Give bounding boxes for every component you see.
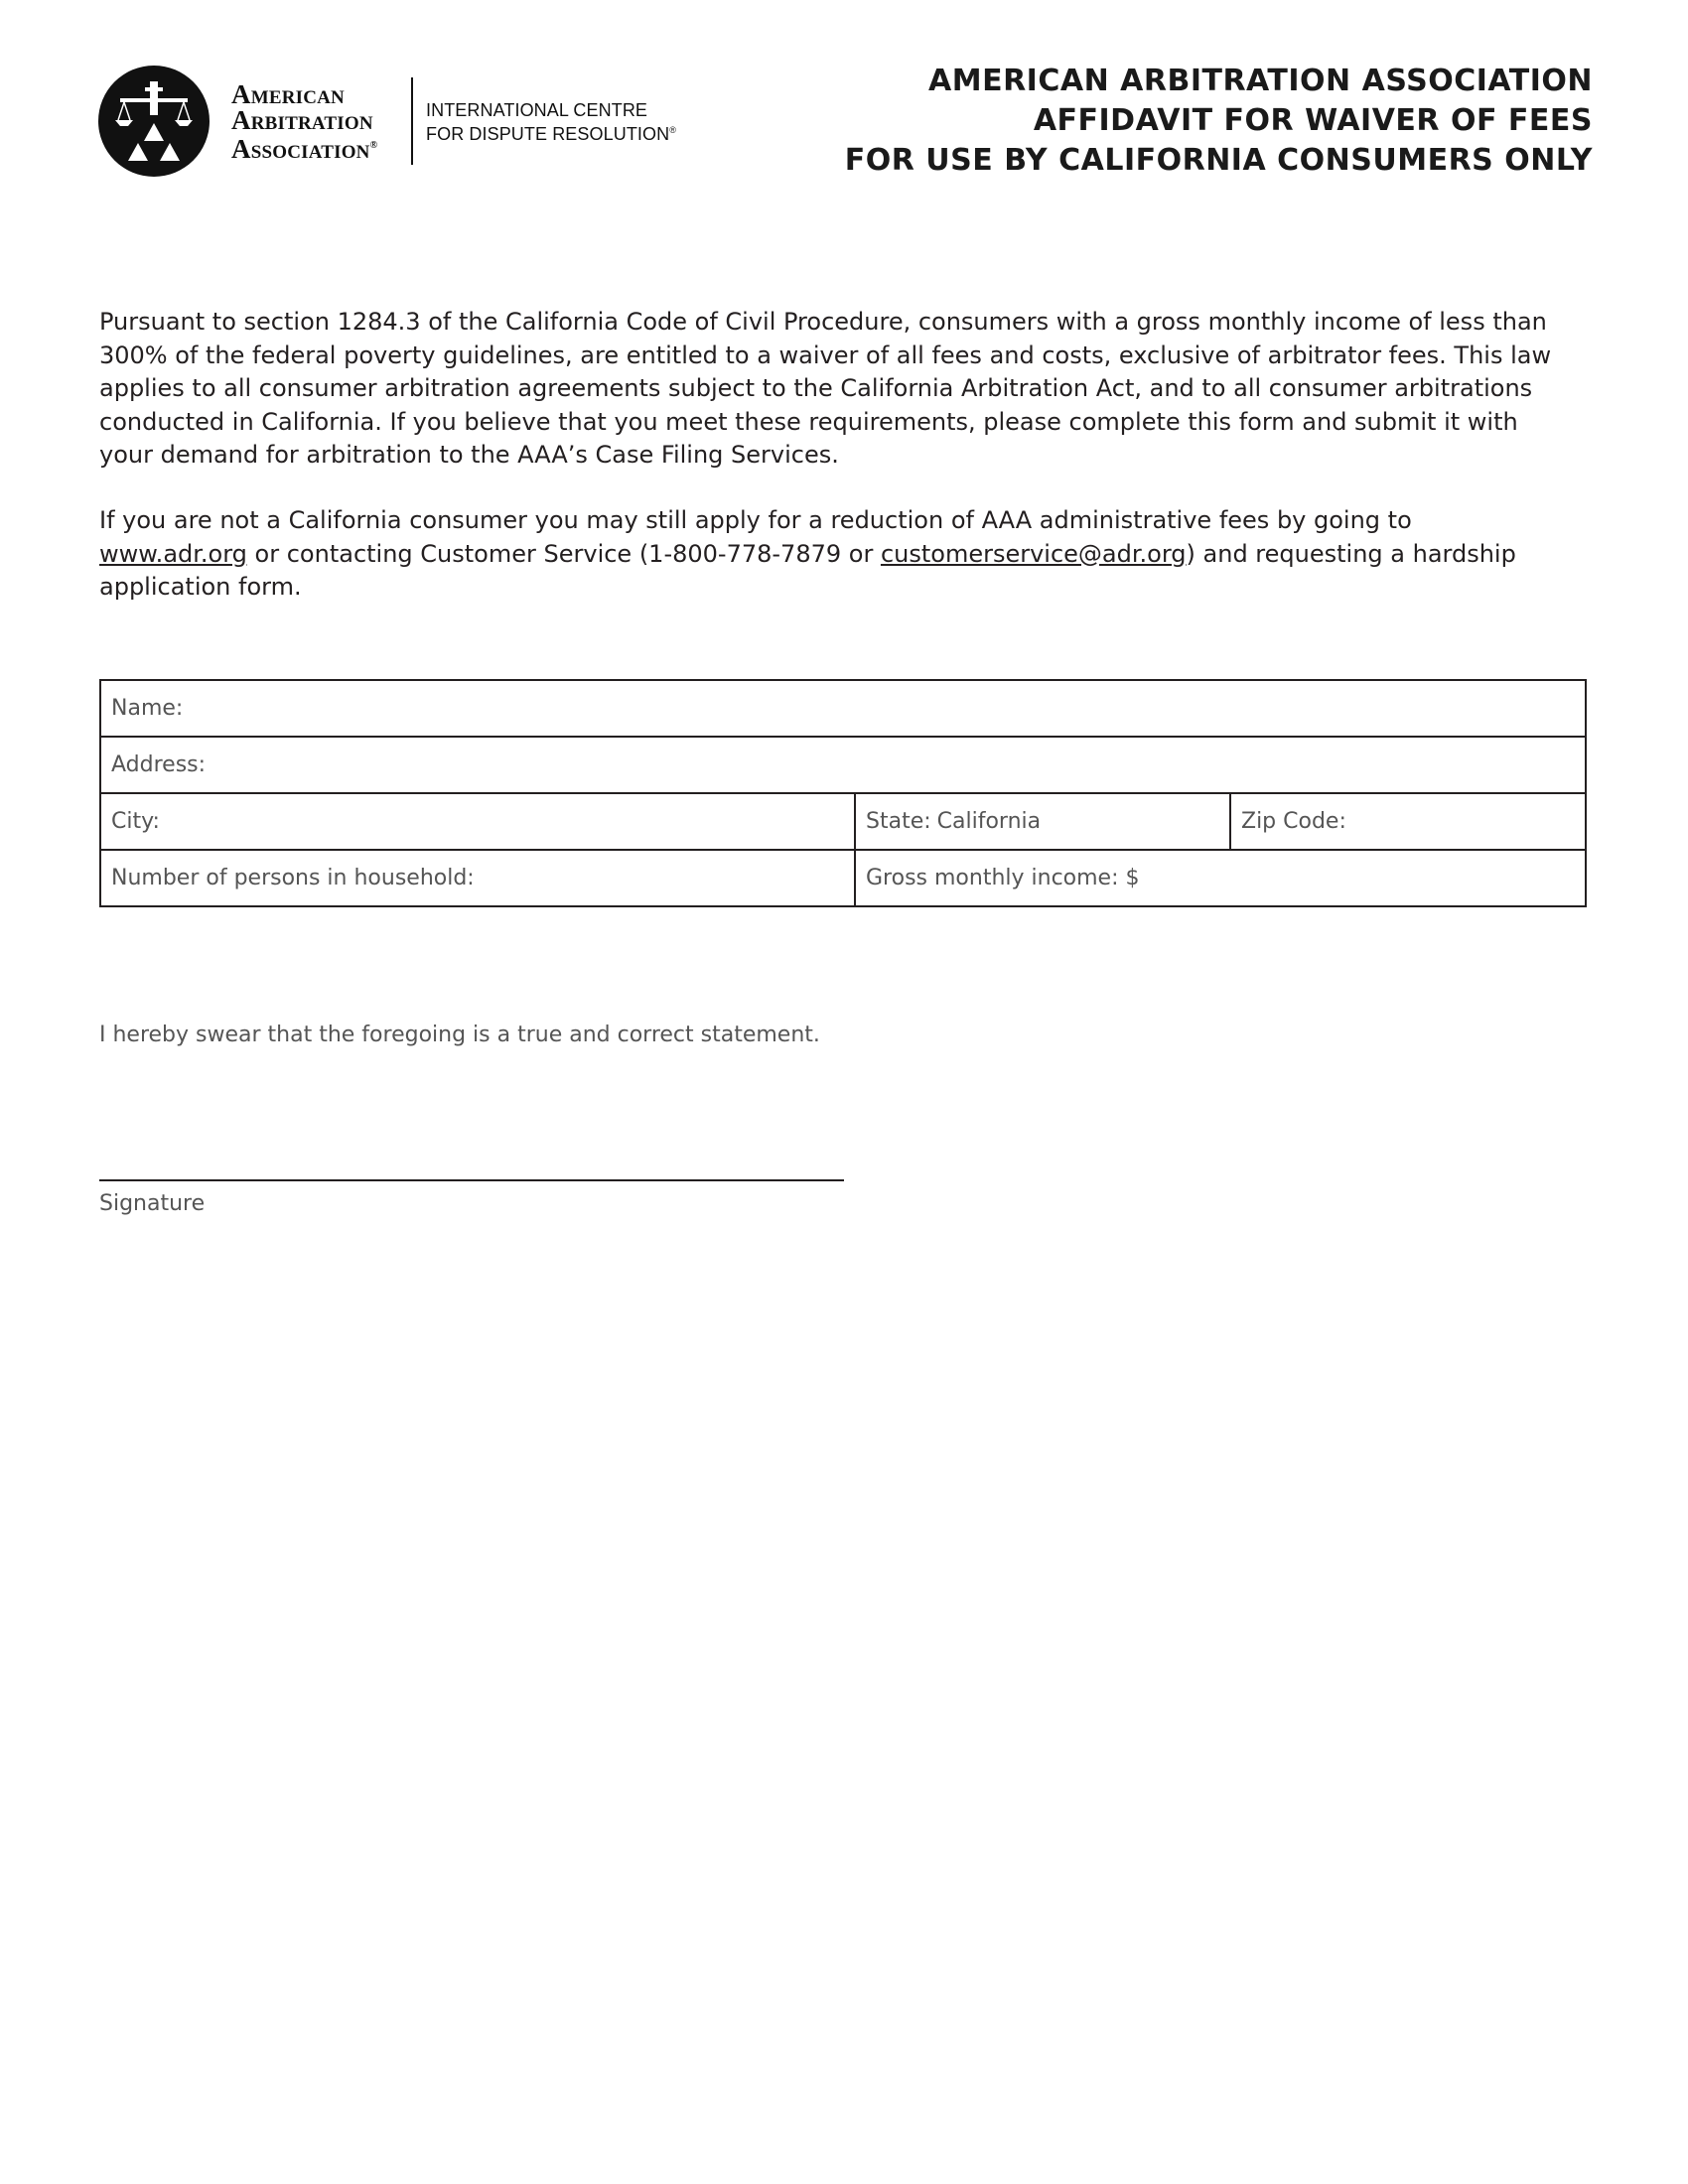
aaa-seal-logo-icon (98, 66, 210, 177)
title-line-3: FOR USE BY CALIFORNIA CONSUMERS ONLY (844, 143, 1593, 178)
hardship-paragraph (99, 504, 1589, 605)
icdr-registered-mark: ® (669, 125, 676, 135)
form-row-location (100, 793, 1586, 850)
sworn-declaration: I hereby swear that the foregoing is a true and correct statement. (99, 1023, 820, 1047)
city-field[interactable] (100, 793, 855, 850)
adr-website-link[interactable]: www.adr.org (99, 539, 247, 568)
hardship-line-2-end: ) and requesting a hardship (1186, 539, 1516, 568)
household-size-label: Number of persons in household: (111, 866, 475, 890)
title-line-1: AMERICAN ARBITRATION ASSOCIATION (928, 64, 1593, 98)
org-name-line-3 (231, 133, 377, 162)
city-label: City: (111, 809, 160, 834)
title-line-2: AFFIDAVIT FOR WAIVER OF FEES (1033, 103, 1593, 138)
logo-divider (411, 77, 413, 165)
org-name-registered-mark: ® (369, 140, 378, 151)
name-label: Name: (111, 696, 184, 721)
icdr-wordmark (426, 100, 676, 144)
gross-monthly-income-field[interactable] (855, 850, 1586, 906)
hardship-line-3: application form. (99, 573, 302, 601)
hardship-line-2-mid: or contacting Customer Service (1-800-778-7879 or (246, 539, 881, 568)
hardship-line-1: If you are not a California consumer you may still apply for a reduction of AAA administrative fees by going to (99, 506, 1412, 534)
intro-line: your demand for arbitration to the AAA’s Case Filing Services. (99, 441, 839, 469)
address-field[interactable] (100, 737, 1586, 793)
zip-code-label: Zip Code: (1241, 809, 1346, 834)
hardship-line-2 (99, 538, 1589, 572)
intro-paragraph (99, 306, 1589, 473)
signature-line[interactable] (99, 1179, 844, 1181)
household-size-field[interactable] (100, 850, 855, 906)
icdr-line-2-text: FOR DISPUTE RESOLUTION (426, 124, 670, 144)
intro-line: conducted in California. If you believe that you meet these requirements, please complete this form and submit it with (99, 407, 1518, 436)
form-row-name (100, 680, 1586, 737)
signature-label: Signature (99, 1191, 206, 1216)
form-row-address (100, 737, 1586, 793)
org-name-line-2: Arbitration (231, 105, 373, 135)
intro-line: Pursuant to section 1284.3 of the California Code of Civil Procedure, consumers with a gross monthly income of less than (99, 308, 1547, 336)
gross-monthly-income-label: Gross monthly income: $ (866, 866, 1140, 890)
applicant-info-form (99, 679, 1587, 907)
intro-line: applies to all consumer arbitration agreements subject to the California Arbitration Act, and to all consumer arbitrations (99, 374, 1533, 402)
state-label: State: (866, 809, 931, 834)
intro-line: 300% of the federal poverty guidelines, are entitled to a waiver of all fees and costs, exclusive of arbitrator fees. This law (99, 341, 1552, 369)
address-label: Address: (111, 752, 207, 777)
document-title (845, 62, 1593, 181)
org-name-line-1: American (231, 79, 345, 109)
name-field[interactable] (100, 680, 1586, 737)
state-value: California (936, 809, 1042, 834)
state-field[interactable] (855, 793, 1230, 850)
zip-code-field[interactable] (1230, 793, 1586, 850)
org-name-line-3-text: Association (231, 134, 370, 164)
form-row-household (100, 850, 1586, 906)
icdr-line-2 (426, 120, 676, 144)
icdr-line-1: INTERNATIONAL CENTRE (426, 100, 648, 120)
org-name-wordmark (231, 81, 377, 162)
customer-service-email-link[interactable]: customerservice@adr.org (880, 539, 1187, 568)
